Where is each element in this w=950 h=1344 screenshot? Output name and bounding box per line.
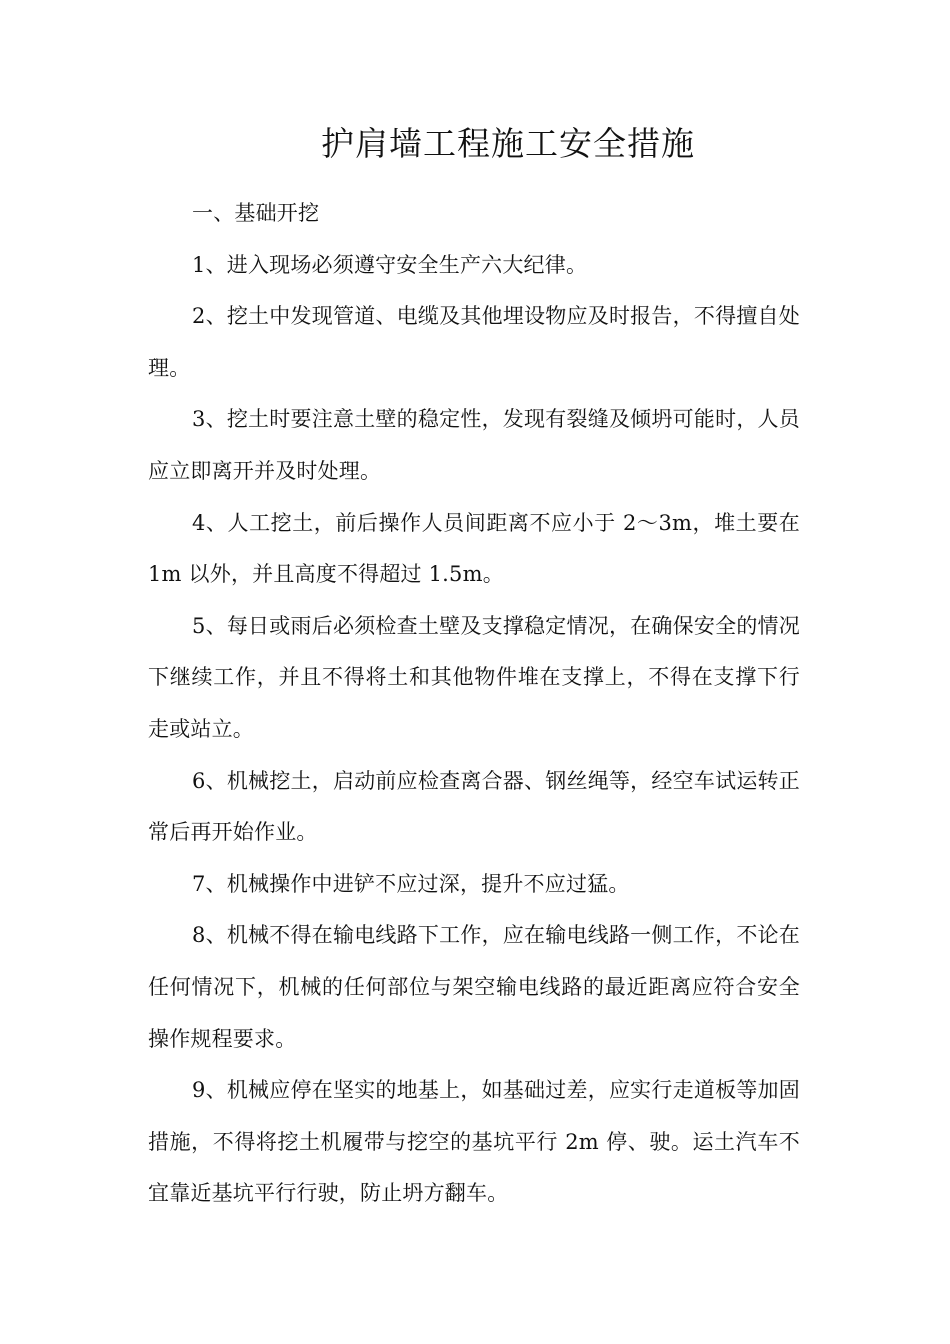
paragraph-item-7: 7、机械操作中进铲不应过深，提升不应过猛。	[192, 871, 630, 896]
paragraph-item-8: 8、机械不得在输电线路下工作，应在输电线路一侧工作，不论在任何情况下，机械的任何部位与架空输电线路的最近距离应符合安全操作规程要求。	[148, 923, 800, 1051]
paragraph-item-9: 9、机械应停在坚实的地基上，如基础过差，应实行走道板等加固措施，不得将挖土机履带与挖空的基坑平行 2m 停、驶。运土汽车不宜靠近基坑平行行驶，防止坍方翻车。	[148, 1078, 800, 1206]
paragraph-item-2: 2、挖土中发现管道、电缆及其他埋设物应及时报告，不得擅自处理。	[148, 304, 800, 380]
paragraph-item-5: 5、每日或雨后必须检查土壁及支撑稳定情况，在确保安全的情况下继续工作，并且不得将土和其他物件堆在支撑上，不得在支撑下行走或站立。	[148, 613, 800, 741]
paragraph-item-1: 1、进入现场必须遵守安全生产六大纪律。	[192, 252, 588, 277]
paragraph-item-3: 3、挖土时要注意土壁的稳定性，发现有裂缝及倾坍可能时，人员应立即离开并及时处理。	[148, 407, 800, 483]
paragraph-item-4: 4、人工挖土，前后操作人员间距离不应小于 2～3m，堆土要在 1m 以外，并且高度不得超过 1.5m。	[148, 510, 800, 587]
paragraph-item-6: 6、机械挖土，启动前应检查离合器、钢丝绳等，经空车试运转正常后再开始作业。	[148, 768, 800, 845]
document-title: 护肩墙工程施工安全措施	[321, 124, 695, 163]
section-heading: 一、基础开挖	[192, 201, 320, 225]
document-body	[148, 188, 800, 1220]
